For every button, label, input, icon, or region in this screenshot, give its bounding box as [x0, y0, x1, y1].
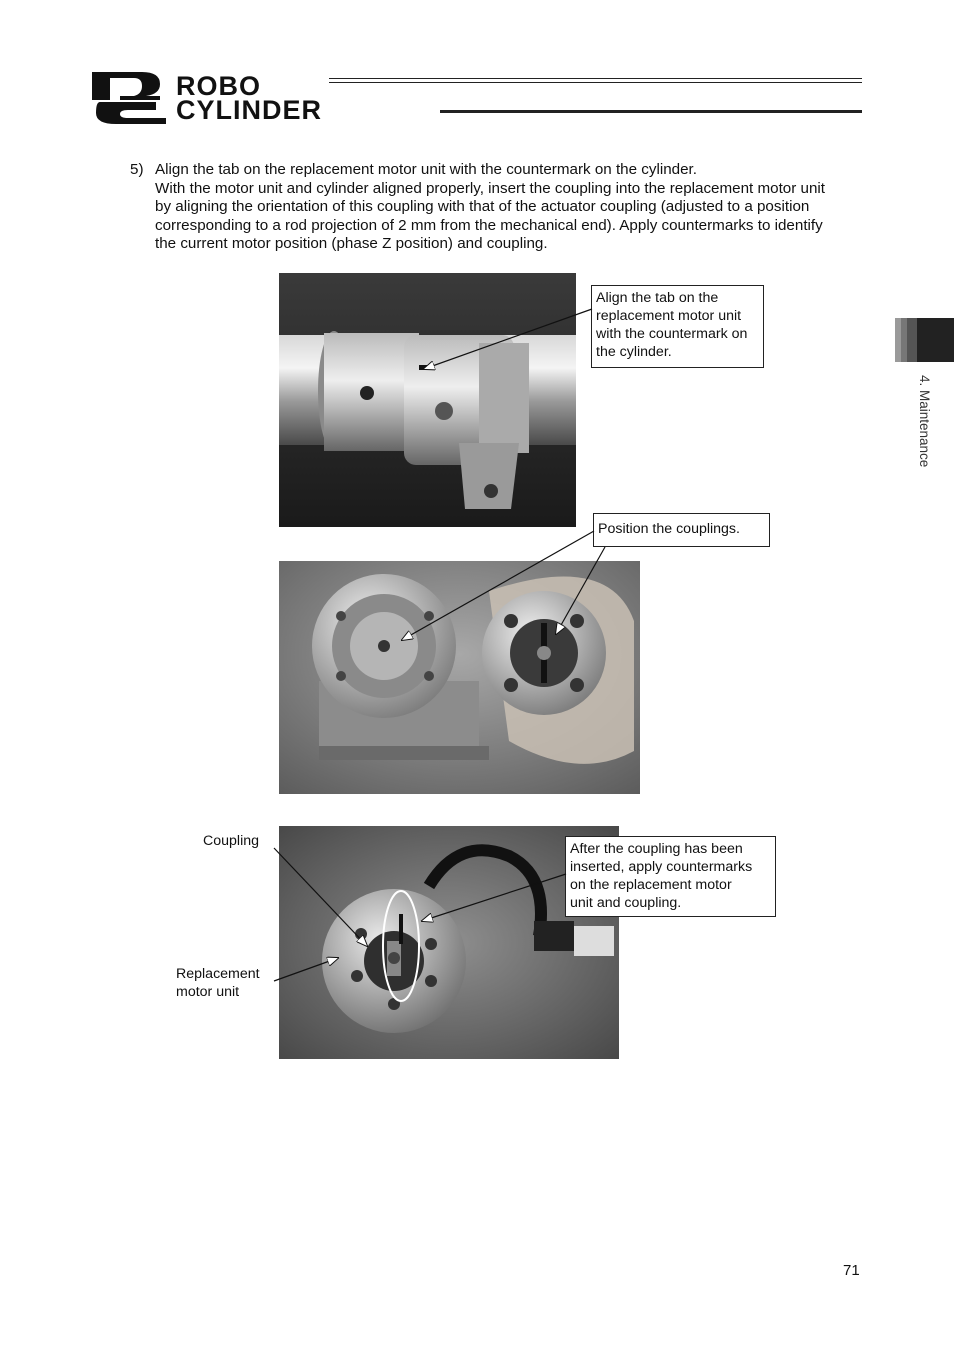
callout-line: Align the tab on the	[596, 290, 719, 306]
step-line-3: by aligning the orientation of this coupling with that of the actuator coupling (adjusted to a position	[155, 198, 810, 216]
header-rule-thin-2	[329, 82, 862, 83]
step-5	[130, 161, 870, 254]
callout-line: Position the couplings.	[598, 521, 740, 537]
label-coupling: Coupling	[203, 833, 260, 849]
label-line: Replacement	[176, 966, 260, 982]
header-rule-thin-1	[329, 78, 862, 79]
step-line-1: Align the tab on the replacement motor unit with the countermark on the cylinder.	[155, 161, 697, 178]
label-replacement-motor-unit	[176, 965, 260, 1001]
callout-line: unit and coupling.	[570, 895, 682, 911]
callout-line: After the coupling has been	[570, 841, 743, 857]
step-number: 5)	[130, 161, 144, 178]
rc-logo-icon	[90, 70, 168, 124]
brand-robo: ROBO	[176, 71, 261, 101]
callout-line: with the countermark on	[596, 326, 748, 342]
photo-couplings	[279, 561, 640, 794]
chapter-tab	[895, 318, 954, 362]
step-line-4: corresponding to a rod projection of 2 mm from the mechanical end). Apply countermarks to identify	[155, 216, 823, 234]
brand-cylinder: CYLINDER	[176, 95, 323, 125]
callout-apply-countermarks	[565, 836, 776, 917]
step-line-5: the current motor position (phase Z position) and coupling.	[155, 235, 548, 253]
callout-line: inserted, apply countermarks	[570, 859, 753, 875]
header-rule-thick	[440, 110, 862, 113]
chapter-label: 4. Maintenance	[917, 375, 932, 468]
callout-align-tab	[591, 285, 764, 368]
callout-position-couplings	[593, 513, 770, 547]
callout-line: replacement motor unit	[596, 308, 742, 324]
photo-cylinder-tab	[279, 273, 576, 527]
callout-line: on the replacement motor	[570, 877, 732, 893]
label-line: motor unit	[176, 984, 240, 1000]
page-number: 71	[843, 1262, 860, 1279]
step-line-2: With the motor unit and cylinder aligned properly, insert the coupling into the replacement motor unit	[155, 179, 826, 197]
callout-line: the cylinder.	[596, 344, 672, 360]
